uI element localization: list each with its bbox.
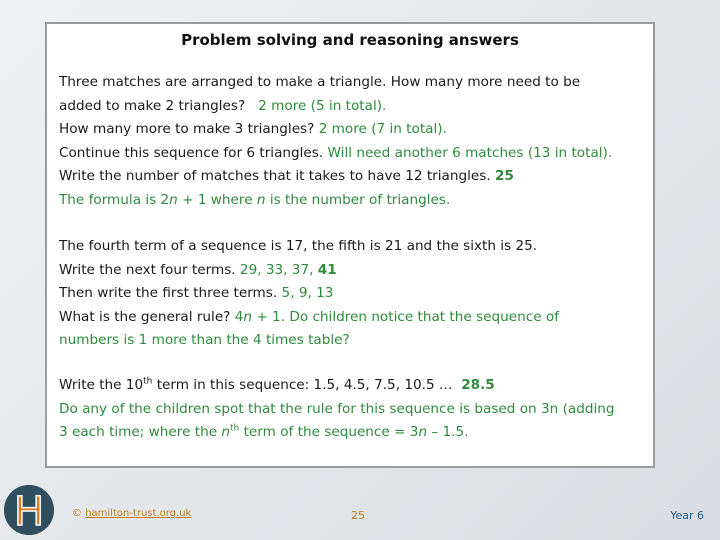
sequence-problem	[59, 235, 655, 353]
text: Write the 10	[59, 377, 144, 393]
text: Write the next four terms.	[59, 261, 236, 278]
variable: n	[418, 424, 428, 440]
variable: n	[256, 191, 266, 208]
text: Write the number of matches that it takes to have 12 triangles.	[59, 168, 491, 184]
variable: n	[169, 191, 178, 208]
line	[59, 421, 655, 445]
line	[59, 71, 655, 95]
answer: 28.5	[461, 377, 495, 393]
variable: n	[221, 424, 231, 440]
variable: n	[243, 308, 253, 325]
page-number: 25	[351, 509, 365, 522]
tenth-term-problem	[59, 374, 655, 445]
website-link[interactable]: hamilton-trust.org.uk	[85, 508, 192, 519]
copyright-symbol: ©	[72, 508, 82, 519]
answer: – 1.5.	[431, 424, 469, 440]
answer: 4	[234, 308, 244, 325]
text: The formula is 2	[59, 191, 170, 208]
line	[59, 306, 655, 330]
line	[59, 259, 655, 283]
text: Three matches are arranged to make a triangle. How many more need to be	[59, 74, 581, 90]
page-title: Problem solving and reasoning answers	[181, 31, 519, 49]
superscript: th	[230, 423, 240, 434]
content-panel	[45, 22, 655, 468]
line	[59, 189, 655, 213]
superscript: th	[143, 376, 153, 387]
answer: 25	[494, 168, 514, 184]
year-label: Year 6	[670, 509, 704, 522]
text: What is the general rule?	[59, 308, 231, 325]
answer: numbers is 1 more than the 4 times table?	[59, 332, 350, 348]
answer: Do any of the children spot that the rule for this sequence is based on 3n (adding	[59, 400, 615, 417]
text: + 1 where	[182, 191, 253, 208]
answer: 2 more (5 in total).	[258, 97, 387, 114]
text: Then write the first three terms.	[59, 285, 278, 301]
matches-problem	[59, 71, 655, 212]
answer: Will need another 6 matches (13 in total).	[327, 144, 613, 161]
text: Continue this sequence for 6 triangles.	[59, 144, 324, 161]
text: is the number of triangles.	[269, 191, 451, 208]
line	[59, 95, 655, 119]
line	[59, 142, 655, 166]
line	[59, 165, 655, 189]
logo-letter: H	[13, 489, 45, 535]
logo-svg	[4, 485, 54, 535]
line	[59, 374, 655, 398]
text: The fourth term of a sequence is 17, the fifth is 21 and the sixth is 25.	[59, 238, 538, 254]
answer: 29, 33, 37,	[239, 261, 314, 278]
answer: 5, 9, 13	[281, 285, 334, 301]
answer: term of the sequence = 3	[243, 424, 419, 440]
text: term in this sequence: 1.5, 4.5, 7.5, 10.5 …	[156, 377, 453, 393]
line	[59, 118, 655, 142]
hamilton-logo-icon	[4, 485, 54, 535]
line	[59, 282, 655, 306]
copyright	[72, 508, 191, 519]
text: How many more to make 3 triangles?	[59, 121, 315, 137]
answer: + 1. Do children notice that the sequence of	[256, 308, 559, 325]
text: added to make 2 triangles?	[59, 97, 246, 114]
answer: 2 more (7 in total).	[318, 121, 447, 137]
line	[59, 235, 655, 259]
line	[59, 398, 655, 422]
line	[59, 329, 655, 353]
answer: 3 each time; where the	[59, 424, 218, 440]
answer: 41	[317, 261, 337, 278]
